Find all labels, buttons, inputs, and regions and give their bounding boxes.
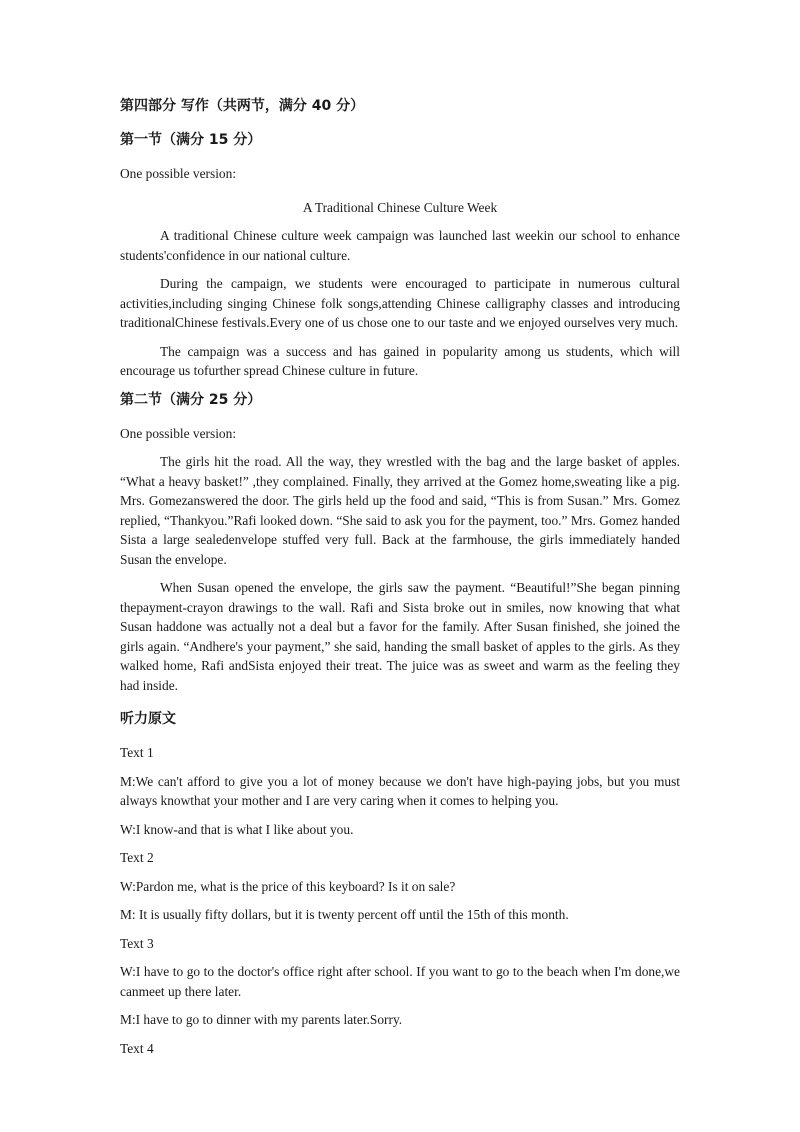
text-label: Text 2: [120, 850, 154, 865]
essay-paragraph: During the campaign, we students were encouraged to participate in numerous cultural activities,including singing Chinese folk songs,attending Chinese calligraphy classes and introducing traditionalChinese festivals.Every one of us chose one to our taste and we enjoyed ourselves very much.: [120, 276, 680, 330]
text-label: Text 3: [120, 935, 154, 951]
essay-title: A Traditional Chinese Culture Week: [302, 199, 498, 215]
dialogue-line: M:We can't afford to give you a lot of money because we don't have high-paying jobs, but you must always knowthat your mother and I are very caring when it comes to helping you.: [120, 773, 680, 808]
document-page: [120, 96, 680, 1058]
essay-paragraph: The campaign was a success and has gained in popularity among us students, which will encourage us tofurther spread Chinese culture in future.: [120, 343, 680, 378]
dialogue-line: W:Pardon me, what is the price of this keyboard? Is it on sale?: [120, 878, 456, 894]
dialogue-line: W:I have to go to the doctor's office right after school. If you want to go to the beach when I'm done,we canmeet up there later.: [120, 964, 680, 999]
story-paragraph: The girls hit the road. All the way, they wrestled with the bag and the large basket of apples. “What a heavy basket!” ,they complained. Finally, they arrived at the Gomez home,sweating like a pig. Mrs. Gomezanswered the door. The girls held up the food and said, “This is from Susan.” Mrs. Gomez replied, “Thankyou.”Rafi looked down. “She said to ask you for the payment, too.” Mrs. Gomez handed Sista a large sealedenvelope stuffed very full. Back at the farmhouse, the girls immediately handed Susan the envelope.: [120, 454, 680, 567]
dialogue-line: M:I have to go to dinner with my parents later.Sorry.: [120, 1012, 403, 1027]
listening-heading: 听力原文: [120, 711, 176, 727]
section-one-version-label: One possible version:: [120, 166, 237, 181]
text-label: Text 4: [120, 1040, 154, 1056]
dialogue-line: W:I know-and that is what I like about you.: [120, 821, 354, 837]
essay-paragraph: A traditional Chinese culture week campaign was launched last weekin our school to enhance students'confidence in our national culture.: [120, 228, 680, 263]
section-two-heading: 第二节（满分 25 分）: [120, 391, 262, 408]
part-four-heading: 第四部分 写作（共两节，满分 40 分）: [120, 98, 365, 114]
section-two-version-label: One possible version:: [120, 425, 237, 441]
dialogue-line: M: It is usually fifty dollars, but it is twenty percent off until the 15th of this month.: [120, 907, 569, 922]
text-label: Text 1: [120, 745, 154, 760]
section-one-heading: 第一节（满分 15 分）: [120, 132, 262, 148]
story-paragraph: When Susan opened the envelope, the girls saw the payment. “Beautiful!”She began pinning thepayment-crayon drawings to the wall. Rafi and Sista broke out in smiles, now knowing that what Susan haddone was actually not a deal but a favor for the family. After Susan finished, she joined the girls again. “Andhere's your payment,” she said, handing the small basket of apples to the girls. As they walked home, Rafi andSista enjoyed their treat. The juice was as sweet and warm as the feeling they had inside.: [120, 580, 680, 693]
